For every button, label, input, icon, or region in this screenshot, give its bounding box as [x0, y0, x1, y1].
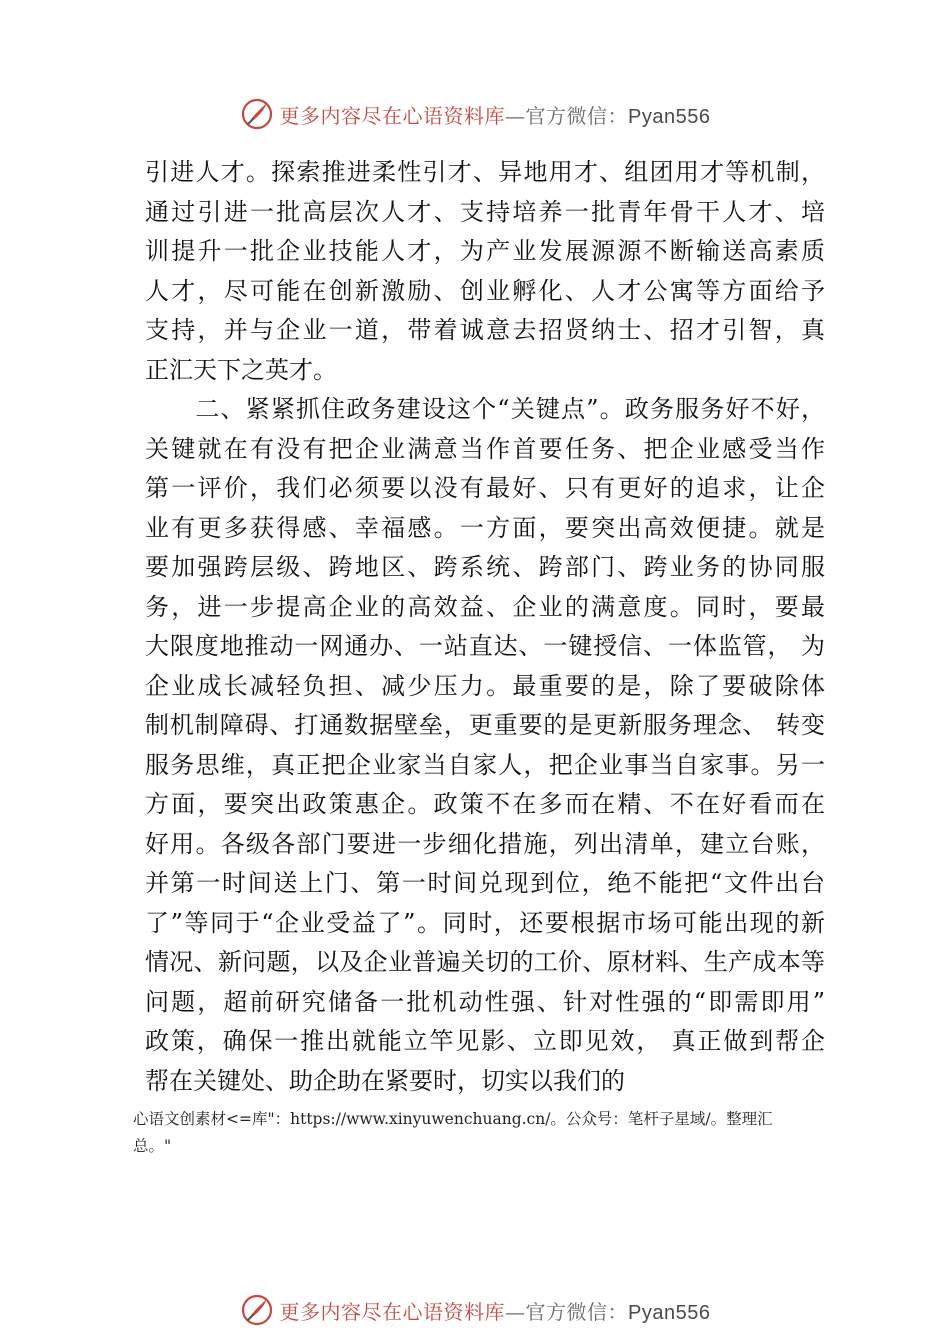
source-footnote [133, 1106, 823, 1160]
banner-official: —官方微信： [505, 1299, 629, 1324]
text-line: 帮在关键处、助企助在紧要时，切实以我们的 [145, 1066, 625, 1095]
text-line: 关键就在有没有把企业满意当作首要任务、把企业感受当作 [145, 434, 825, 463]
text-line: 方面，要突出政策惠企。政策不在多而在精、不在好看而在 [145, 790, 825, 818]
text-line: 人才，尽可能在创新激励、创业孵化、人才公寓等方面给予 [145, 276, 825, 305]
text-line: 问题，超前研究储备一批机动性强、针对性强的“即需即用” [145, 987, 825, 1016]
banner-brand: 更多内容尽在心语资料库 [279, 1299, 506, 1324]
text-line: 企业成长减轻负担、减少压力。最重要的是，除了要破除体 [145, 671, 825, 700]
text-line: 政策，确保一推出就能立竿见影、立即见效， 真正做到帮企 [145, 1027, 825, 1055]
text-line: 支持，并与企业一道，带着诚意去招贤纳士、招才引智，真 [145, 316, 825, 344]
text-line: 通过引进一批高层次人才、支持培养一批青年骨干人才、培 [145, 197, 825, 226]
text-line: 并第一时间送上门、第一时间兑现到位，绝不能把“文件出台 [145, 869, 825, 897]
text-line: 业有更多获得感、幸福感。一方面，要突出高效便捷。就是 [145, 513, 825, 542]
text-line: 二、紧紧抓住政务建设这个“关键点”。政务服务好不好， [145, 395, 825, 423]
text-line: 好用。各级各部门要进一步细化措施，列出清单，建立台账， [145, 829, 825, 858]
quill-pen-circle-icon [240, 97, 274, 131]
document-body [145, 153, 825, 1101]
banner-brand: 更多内容尽在心语资料库 [279, 103, 506, 128]
paragraph-2 [145, 390, 825, 1101]
text-line: 训提升一批企业技能人才，为产业发展源源不断输送高素质 [145, 237, 825, 265]
banner-official: —官方微信： [505, 103, 629, 128]
text-line: 务，进一步提高企业的高效益、企业的满意度。同时，要最 [145, 592, 825, 621]
text-line: 制机制障碍、打通数据壁垒，更重要的是更新服务理念、 转变 [145, 711, 825, 739]
text-line: 大限度地推动一网通办、一站直达、一键授信、一体监管， 为 [145, 632, 825, 660]
text-line: 第一评价，我们必须要以没有最好、只有更好的追求，让企 [145, 474, 825, 502]
header-banner [0, 94, 950, 134]
text-line: 服务思维，真正把企业家当自家人，把企业事当自家事。另一 [145, 750, 825, 779]
paragraph-1 [145, 153, 825, 390]
text-line: 要加强跨层级、跨地区、跨系统、跨部门、跨业务的协同服 [145, 553, 825, 581]
footnote-line-2: 总。" [133, 1137, 172, 1155]
text-line: 正汇天下之英才。 [145, 355, 337, 384]
banner-wechat-id: Pyan556 [628, 1301, 711, 1324]
header-banner-text [280, 100, 711, 129]
footer-banner [0, 1290, 950, 1330]
quill-pen-circle-icon [240, 1293, 274, 1327]
text-line: 情况、新问题，以及企业普遍关切的工价、原材料、生产成本等 [145, 948, 825, 976]
footer-banner-text [280, 1296, 711, 1325]
footnote-line-1: 心语文创素材<=库"：https://www.xinyuwenchuang.cn/。公众号：笔杆子星域/。整理汇 [133, 1110, 773, 1128]
text-line: 引进人才。探索推进柔性引才、异地用才、组团用才等机制， [145, 158, 825, 186]
banner-wechat-id: Pyan556 [628, 105, 711, 128]
text-line: 了”等同于“企业受益了”。同时，还要根据市场可能出现的新 [145, 908, 825, 937]
